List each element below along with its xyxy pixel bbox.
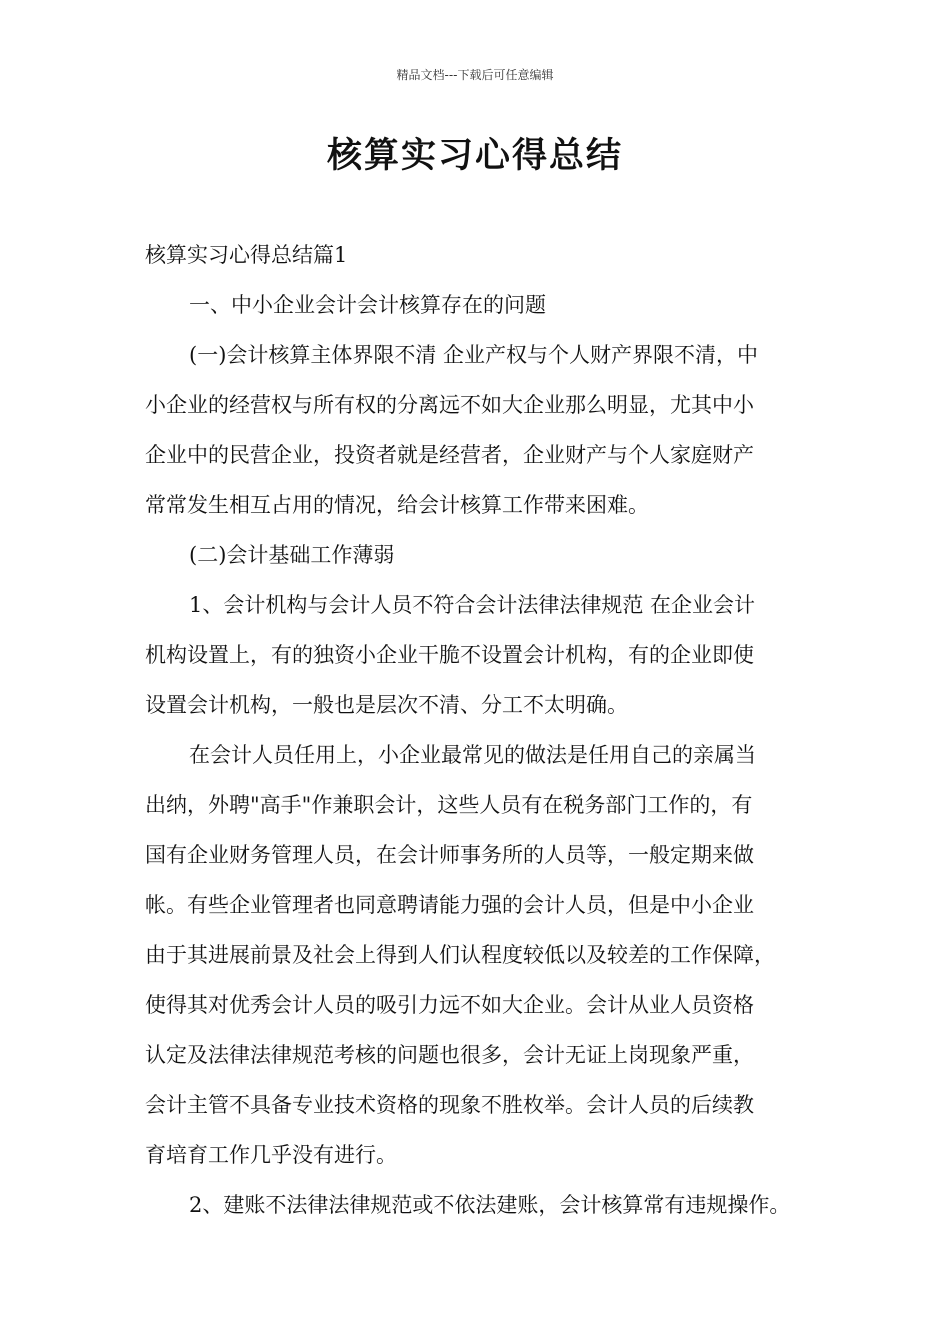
document-body — [145, 230, 821, 1230]
body-line: 企业中的民营企业，投资者就是经营者，企业财产与个人家庭财产 — [145, 443, 754, 467]
body-line: 核算实习心得总结篇1 — [145, 243, 348, 267]
body-line: 小企业的经营权与所有权的分离远不如大企业那么明显，尤其中小 — [145, 393, 754, 417]
body-line: (二)会计基础工作薄弱 — [189, 543, 395, 567]
body-line: 会计主管不具备专业技术资格的现象不胜枚举。会计人员的后续教 — [145, 1093, 754, 1117]
body-line: 一、中小企业会计会计核算存在的问题 — [189, 293, 546, 317]
body-line: 育培育工作几乎没有进行。 — [145, 1143, 397, 1167]
body-line: 机构设置上，有的独资小企业干脆不设置会计机构，有的企业即使 — [145, 643, 754, 667]
header-note: 精品文档---下载后可任意编辑 — [396, 68, 554, 82]
body-line: 出纳，外聘"高手"作兼职会计，这些人员有在税务部门工作的，有 — [145, 793, 753, 817]
body-line: 常常发生相互占用的情况，给会计核算工作带来困难。 — [145, 493, 649, 517]
body-line: 国有企业财务管理人员，在会计师事务所的人员等，一般定期来做 — [145, 843, 754, 867]
body-line: 在会计人员任用上，小企业最常见的做法是任用自己的亲属当 — [189, 743, 756, 767]
document-title: 核算实习心得总结 — [326, 136, 623, 176]
body-line: 认定及法律法律规范考核的问题也很多，会计无证上岗现象严重， — [145, 1043, 754, 1067]
body-line: 帐。有些企业管理者也同意聘请能力强的会计人员，但是中小企业 — [145, 893, 754, 917]
body-line: 由于其进展前景及社会上得到人们认程度较低以及较差的工作保障， — [145, 943, 775, 967]
body-line: 1、会计机构与会计人员不符合会计法律法律规范 在企业会计 — [189, 593, 756, 617]
body-line: 使得其对优秀会计人员的吸引力远不如大企业。会计从业人员资格 — [145, 993, 754, 1017]
body-line: 设置会计机构，一般也是层次不清、分工不太明确。 — [145, 693, 628, 717]
body-line: 2、建账不法律法律规范或不依法建账，会计核算常有违规操作。 — [189, 1193, 791, 1217]
body-line: (一)会计核算主体界限不清 企业产权与个人财产界限不清，中 — [189, 343, 759, 367]
